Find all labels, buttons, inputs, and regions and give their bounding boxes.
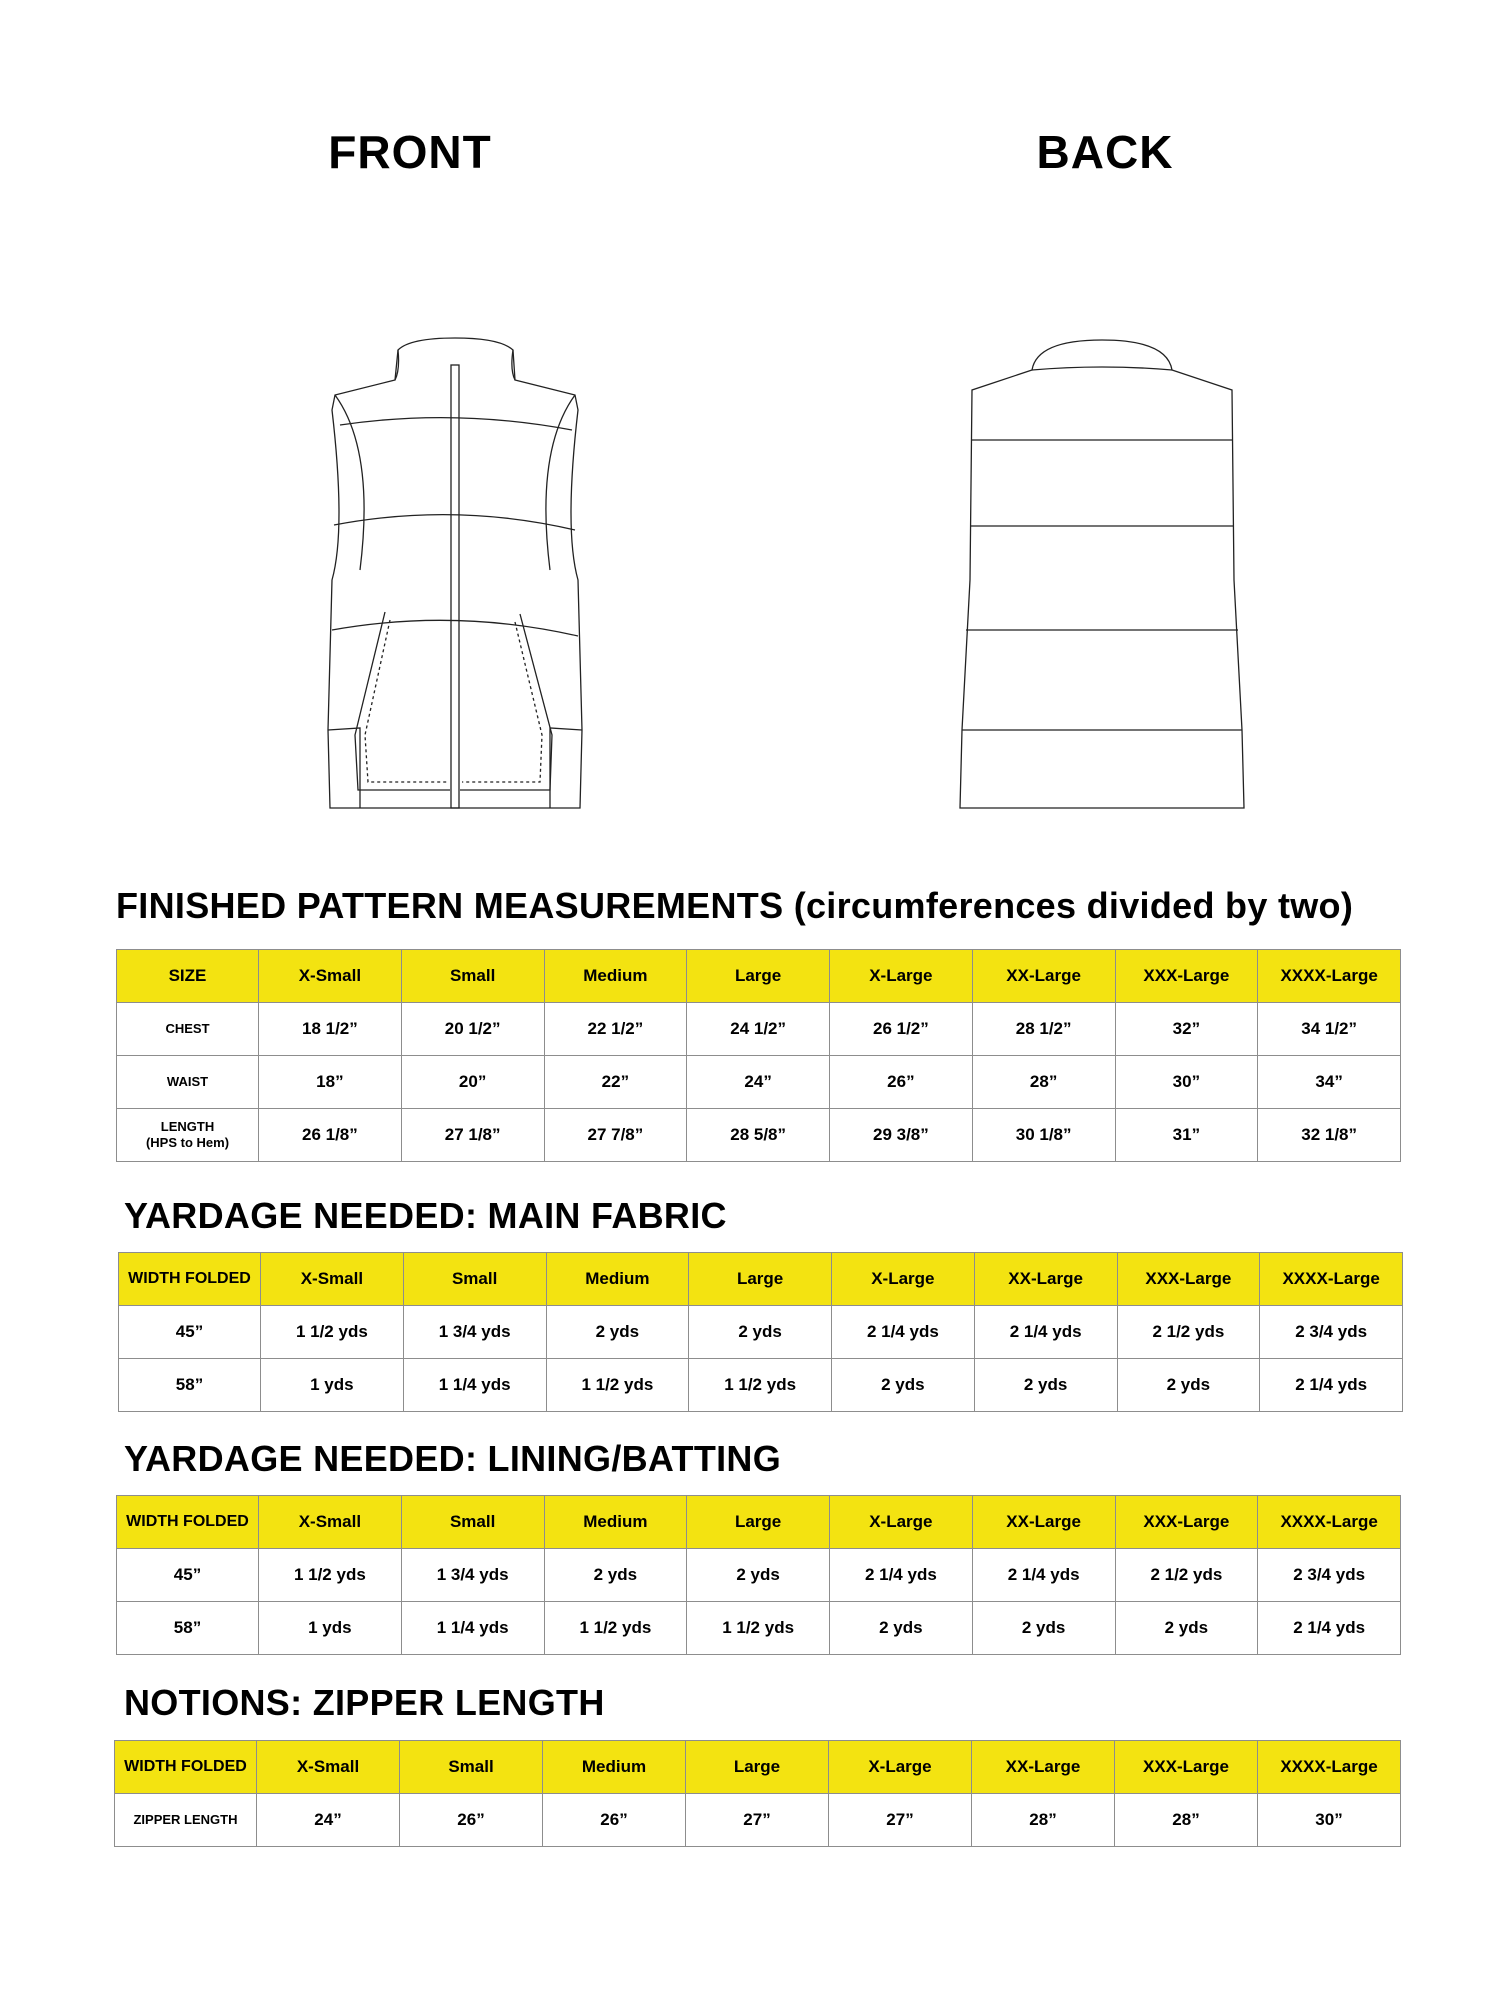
table-cell: 31”	[1115, 1109, 1258, 1162]
vest-front-pocket-right	[460, 614, 552, 790]
lining-title: YARDAGE NEEDED: LINING/BATTING	[124, 1438, 782, 1479]
table-cell: 30”	[1258, 1794, 1401, 1847]
table-cell: 30”	[1115, 1056, 1258, 1109]
row-label: 58”	[117, 1602, 259, 1655]
row-label	[117, 1109, 259, 1162]
table-cell: 2 yds	[689, 1306, 832, 1359]
size-header: XXXX-Large	[1260, 1253, 1403, 1306]
size-header: Medium	[544, 950, 687, 1003]
table-cell: 1 1/2 yds	[689, 1359, 832, 1412]
size-header: X-Small	[259, 950, 402, 1003]
table-cell: 2 yds	[544, 1549, 687, 1602]
size-header: XXX-Large	[1115, 1741, 1258, 1794]
size-header: Medium	[544, 1496, 687, 1549]
size-header: XX-Large	[972, 1496, 1115, 1549]
measurements-header-row	[117, 950, 1401, 1003]
size-header: Large	[687, 1496, 830, 1549]
table-cell: 27 1/8”	[401, 1109, 544, 1162]
main-fabric-row-45	[119, 1306, 1403, 1359]
table-cell: 29 3/8”	[830, 1109, 973, 1162]
table-cell: 28”	[972, 1794, 1115, 1847]
size-header: X-Small	[257, 1741, 400, 1794]
table-cell: 2 yds	[1117, 1359, 1260, 1412]
size-header: X-Large	[830, 950, 973, 1003]
vest-back-collar-seam	[1032, 367, 1172, 370]
table-cell: 26 1/2”	[830, 1003, 973, 1056]
size-header: XXXX-Large	[1258, 1741, 1401, 1794]
measurements-title: FINISHED PATTERN MEASUREMENTS (circumferences divided by two)	[116, 885, 1354, 926]
main-fabric-title: YARDAGE NEEDED: MAIN FABRIC	[124, 1195, 727, 1236]
table-cell: 1 3/4 yds	[401, 1549, 544, 1602]
table-cell: 28 1/2”	[972, 1003, 1115, 1056]
size-header: X-Large	[830, 1496, 973, 1549]
table-cell: 20 1/2”	[401, 1003, 544, 1056]
table-cell: 1 1/2 yds	[259, 1549, 402, 1602]
row-label: 45”	[119, 1306, 261, 1359]
table-cell: 18 1/2”	[259, 1003, 402, 1056]
table-cell: 28 5/8”	[687, 1109, 830, 1162]
lining-row-58	[117, 1602, 1401, 1655]
table-cell: 2 yds	[832, 1359, 975, 1412]
table-cell: 2 1/2 yds	[1117, 1306, 1260, 1359]
size-header: X-Small	[261, 1253, 404, 1306]
table-cell: 1 1/4 yds	[403, 1359, 546, 1412]
table-cell: 22 1/2”	[544, 1003, 687, 1056]
table-cell: 1 1/4 yds	[401, 1602, 544, 1655]
size-header: X-Large	[832, 1253, 975, 1306]
size-header: XX-Large	[972, 950, 1115, 1003]
table-cell: 2 yds	[546, 1306, 689, 1359]
table-cell: 1 3/4 yds	[403, 1306, 546, 1359]
table-cell: 34 1/2”	[1258, 1003, 1401, 1056]
size-header: Medium	[546, 1253, 689, 1306]
row-label: WAIST	[117, 1056, 259, 1109]
vest-front-zipper	[451, 365, 459, 808]
lining-header-row	[117, 1496, 1401, 1549]
row-label: 45”	[117, 1549, 259, 1602]
vest-front-pocket-stitch	[365, 620, 542, 782]
size-header: XX-Large	[974, 1253, 1117, 1306]
table-cell: 26”	[400, 1794, 543, 1847]
size-header: Large	[689, 1253, 832, 1306]
size-header: XXX-Large	[1115, 950, 1258, 1003]
main-fabric-header-row	[119, 1253, 1403, 1306]
table-cell: 27”	[829, 1794, 972, 1847]
table-cell: 32”	[1115, 1003, 1258, 1056]
table-cell: 2 1/4 yds	[1258, 1602, 1401, 1655]
table-cell: 24 1/2”	[687, 1003, 830, 1056]
vest-front-waist-seam	[332, 620, 578, 636]
vest-front-yoke-seam	[340, 418, 572, 430]
size-header: XXXX-Large	[1258, 950, 1401, 1003]
table-cell: 2 1/4 yds	[972, 1549, 1115, 1602]
size-header: Small	[401, 1496, 544, 1549]
table-cell: 18”	[259, 1056, 402, 1109]
table-cell: 1 1/2 yds	[546, 1359, 689, 1412]
table-cell: 1 yds	[259, 1602, 402, 1655]
vest-back-illustration	[952, 330, 1252, 810]
size-header: Medium	[543, 1741, 686, 1794]
measurement-row-chest	[117, 1003, 1401, 1056]
table-cell: 1 1/2 yds	[261, 1306, 404, 1359]
size-header: X-Small	[259, 1496, 402, 1549]
table-cell: 1 1/2 yds	[687, 1602, 830, 1655]
front-view-title: FRONT	[328, 126, 492, 178]
size-header: Small	[403, 1253, 546, 1306]
size-header: Small	[401, 950, 544, 1003]
table-cell: 28”	[1115, 1794, 1258, 1847]
vest-front-armhole-left	[335, 395, 364, 570]
table-cell: 32 1/8”	[1258, 1109, 1401, 1162]
vest-front-outline	[328, 338, 582, 808]
vest-front-pocket-left	[355, 612, 450, 790]
vest-front-chest-seam	[334, 515, 575, 530]
table-cell: 26”	[830, 1056, 973, 1109]
lining-row-45	[117, 1549, 1401, 1602]
table-cell: 34”	[1258, 1056, 1401, 1109]
zipper-title: NOTIONS: ZIPPER LENGTH	[124, 1682, 605, 1723]
table-cell: 30 1/8”	[972, 1109, 1115, 1162]
table-cell: 2 1/4 yds	[1260, 1359, 1403, 1412]
table-cell: 2 1/2 yds	[1115, 1549, 1258, 1602]
table-cell: 1 yds	[261, 1359, 404, 1412]
table-cell: 27 7/8”	[544, 1109, 687, 1162]
table-cell: 26 1/8”	[259, 1109, 402, 1162]
vest-back-outline	[960, 340, 1244, 808]
measurements-table	[116, 949, 1401, 1162]
measurement-row-waist	[117, 1056, 1401, 1109]
table-cell: 2 yds	[830, 1602, 973, 1655]
table-cell: 2 yds	[1115, 1602, 1258, 1655]
width-header-label: WIDTH FOLDED	[115, 1741, 257, 1794]
size-header: XXX-Large	[1115, 1496, 1258, 1549]
size-header: XX-Large	[972, 1741, 1115, 1794]
table-cell: 2 yds	[687, 1549, 830, 1602]
table-cell: 27”	[686, 1794, 829, 1847]
zipper-table	[114, 1740, 1401, 1847]
row-label-main: LENGTH	[160, 1119, 215, 1134]
table-cell: 2 1/4 yds	[830, 1549, 973, 1602]
zipper-header-row	[115, 1741, 1401, 1794]
table-cell: 28”	[972, 1056, 1115, 1109]
vest-front-hem-band	[328, 728, 582, 808]
back-view-title: BACK	[1036, 126, 1174, 178]
size-header: XXX-Large	[1117, 1253, 1260, 1306]
lining-table	[116, 1495, 1401, 1655]
table-cell: 2 1/4 yds	[974, 1306, 1117, 1359]
table-cell: 2 3/4 yds	[1258, 1549, 1401, 1602]
zipper-row	[115, 1794, 1401, 1847]
row-label: 58”	[119, 1359, 261, 1412]
size-header: Small	[400, 1741, 543, 1794]
row-label-sub: (HPS to Hem)	[145, 1135, 230, 1150]
table-cell: 26”	[543, 1794, 686, 1847]
table-cell: 2 3/4 yds	[1260, 1306, 1403, 1359]
table-cell: 20”	[401, 1056, 544, 1109]
table-cell: 1 1/2 yds	[544, 1602, 687, 1655]
size-header: Large	[687, 950, 830, 1003]
size-header: XXXX-Large	[1258, 1496, 1401, 1549]
width-header-label: WIDTH FOLDED	[117, 1496, 259, 1549]
table-cell: 24”	[257, 1794, 400, 1847]
size-header: X-Large	[829, 1741, 972, 1794]
main-fabric-table	[118, 1252, 1403, 1412]
table-cell: 2 1/4 yds	[832, 1306, 975, 1359]
vest-front-illustration	[310, 330, 600, 810]
main-fabric-row-58	[119, 1359, 1403, 1412]
row-label: ZIPPER LENGTH	[115, 1794, 257, 1847]
vest-front-armhole-right	[546, 395, 575, 570]
measurement-row-length	[117, 1109, 1401, 1162]
table-cell: 24”	[687, 1056, 830, 1109]
size-header-label: SIZE	[117, 950, 259, 1003]
table-cell: 2 yds	[972, 1602, 1115, 1655]
row-label: CHEST	[117, 1003, 259, 1056]
width-header-label: WIDTH FOLDED	[119, 1253, 261, 1306]
table-cell: 22”	[544, 1056, 687, 1109]
table-cell: 2 yds	[974, 1359, 1117, 1412]
size-header: Large	[686, 1741, 829, 1794]
